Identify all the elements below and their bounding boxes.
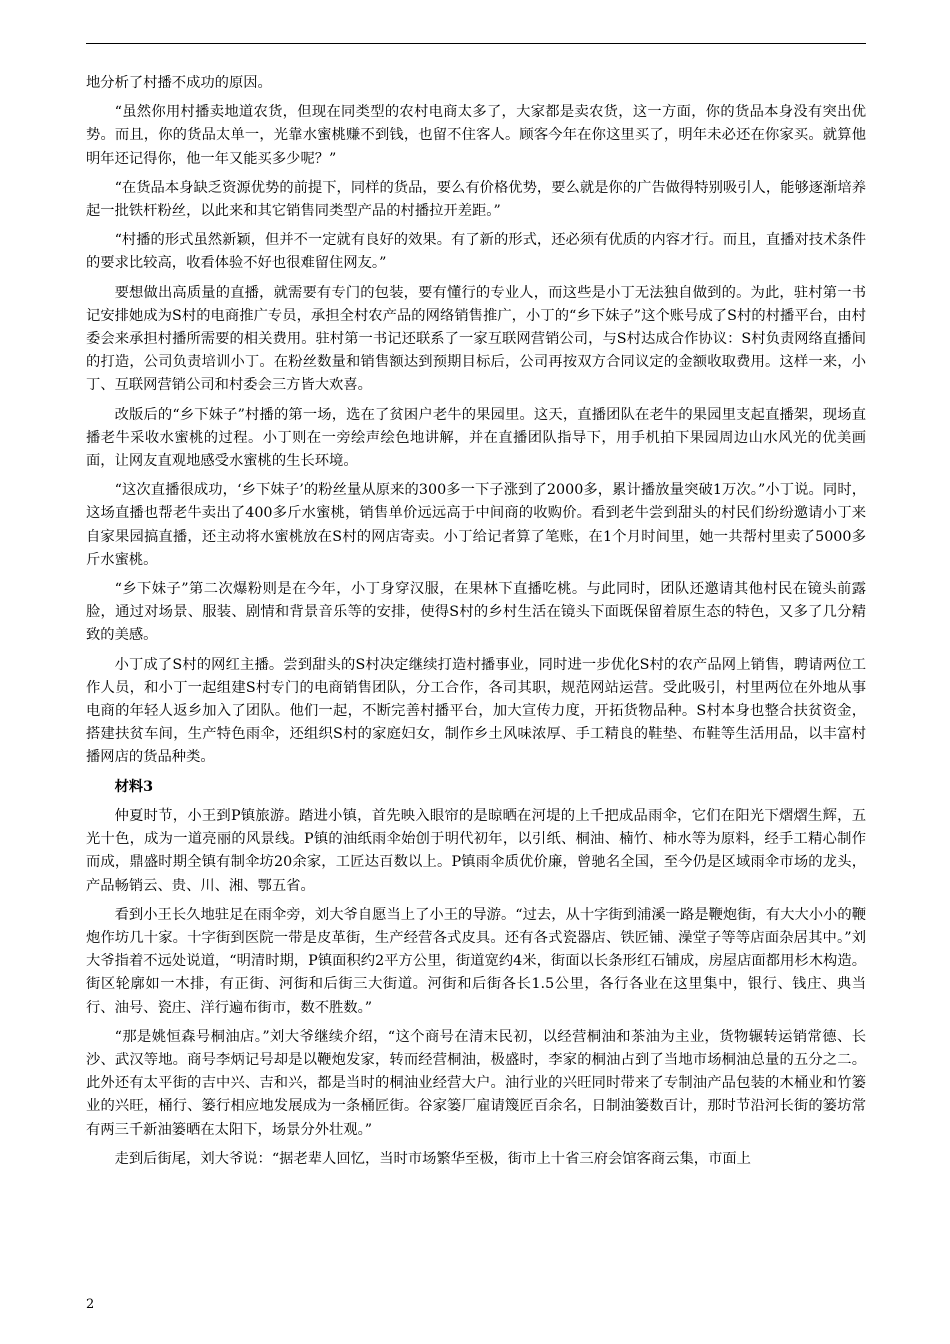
- document-body: [86, 72, 866, 1177]
- paragraph: “乡下妹子”第二次爆粉则是在今年，小丁身穿汉服，在果林下直播吃桃。与此同时，团队还邀请其他村民在镜头前露脸，通过对场景、服装、剧情和背景音乐等的安排，使得S村的乡村生活在镜头下面既保留着原生态的特色，又多了几分精致的美感。: [86, 581, 866, 644]
- section-heading: 材料3: [114, 778, 154, 795]
- paragraph: “在货品本身缺乏资源优势的前提下，同样的货品，要么有价格优势，要么就是你的广告做得特别吸引人，能够逐渐培养起一批铁杆粉丝，以此来和其它销售同类型产品的村播拉开差距。”: [86, 179, 866, 220]
- header-rule: [86, 43, 866, 44]
- paragraph: 地分析了村播不成功的原因。: [86, 75, 272, 91]
- paragraph: 要想做出高质量的直播，就需要有专门的包装，要有懂行的专业人，而这些是小丁无法独自做到的。为此，驻村第一书记安排她成为S村的电商推广专员，承担全村农产品的网络销售推广，小丁的“乡下妹子”这个账号成了S村的村播平台，由村委会来承担村播所需要的相关费用。驻村第一书记还联系了一家互联网营销公司，与S村达成合作协议：S村负责网络直播间的打造，公司负责培训小丁。在粉丝数量和销售额达到预期目标后，公司再按双方合同议定的金额收取费用。这样一来，小丁、互联网营销公司和村委会三方皆大欢喜。: [86, 284, 866, 394]
- paragraph: “村播的形式虽然新颖，但并不一定就有良好的效果。有了新的形式，还必须有优质的内容才行。而且，直播对技术条件的要求比较高，收看体验不好也很难留住网友。”: [86, 232, 866, 272]
- paragraph: “这次直播很成功，‘乡下妹子’的粉丝量从原来的300多一下子涨到了2000多，累计播放量突破1万次。”小丁说。同时，这场直播也帮老牛卖出了400多斤水蜜桃，销售单价远远高于中间商的收购价。看到老牛尝到甜头的村民们纷纷邀请小丁来自家果园搞直播，还主动将水蜜桃放在S村的网店寄卖。小丁给记者算了笔账，在1个月时间里，她一共帮村里卖了5000多斤水蜜桃。: [86, 482, 866, 568]
- paragraph: 看到小王长久地驻足在雨伞旁，刘大爷自愿当上了小王的导游。“过去，从十字街到浦溪一路是鞭炮街，有大大小小的鞭炮作坊几十家。十字街到医院一带是皮革街，生产经营各式皮具。还有各式瓷器店、铁匠铺、澡堂子等等店面杂居其中。”刘大爷指着不远处说道，“明清时期，P镇面积约2平方公里，街道宽约4米，街面以长条形红石铺成，房屋店面都用杉木构造。街区轮廓如一木排，有正街、河街和后街三大街道。河街和后街各长1.5公里，各行各业在这里集中，银行、钱庄、典当行、油号、瓷庄、洋行遍布街市，数不胜数。”: [86, 906, 866, 1016]
- paragraph: “那是姚恒森号桐油店。”刘大爷继续介绍，“这个商号在清末民初，以经营桐油和茶油为主业，货物辗转运销常德、长沙、武汉等地。商号李炳记号却是以鞭炮发家，转而经营桐油，极盛时，李家的桐油占到了当地市场桐油总量的五分之二。此外还有太平街的吉中兴、吉和兴，都是当时的桐油业经营大户。油行业的兴旺同时带来了专制油产品包装的木桶业和竹篓业的兴旺，桶行、篓行相应地发展成为一条桶匠街。谷家篓厂雇请篾匠百余名，日制油篓数百计，那时节沿河长街的篓坊常有两三千新油篓晒在太阳下，场景分外壮观。”: [86, 1028, 866, 1138]
- paragraph: 小丁成了S村的网红主播。尝到甜头的S村决定继续打造村播事业，同时进一步优化S村的农产品网上销售，聘请两位工作人员，和小丁一起组建S村专门的电商销售团队，分工合作，各司其职，规范网站运营。受此吸引，村里两位在外地从事电商的年轻人返乡加入了团队。他们一起，不断完善村播平台，加大宣传力度，开拓货物品种。S村本身也整合扶贫资金，搭建扶贫车间，生产特色雨伞，还组织S村的家庭妇女，制作乡土风味浓厚、手工精良的鞋垫、布鞋等生活用品，以丰富村播网店的货品种类。: [86, 656, 866, 766]
- page-number: 2: [86, 1297, 95, 1312]
- paragraph: 仲夏时节，小王到P镇旅游。踏进小镇，首先映入眼帘的是晾晒在河堤的上千把成品雨伞，它们在阳光下熠熠生辉，五光十色，成为一道亮丽的风景线。P镇的油纸雨伞始创于明代初年，以引纸、桐油、楠竹、柿水等为原料，经手工精心制作而成，鼎盛时期全镇有制伞坊20余家，工匠达百数以上。P镇雨伞质优价廉，曾驰名全国，至今仍是区域雨伞市场的龙头，产品畅销云、贵、川、湘、鄂五省。: [86, 807, 866, 894]
- paragraph: 走到后街尾，刘大爷说：“据老辈人回忆，当时市场繁华至极，街市上十省三府会馆客商云集，市面上: [114, 1150, 751, 1167]
- paragraph: “虽然你用村播卖地道农货，但现在同类型的农村电商太多了，大家都是卖农货，这一方面，你的货品本身没有突出优势。而且，你的货品太单一，光靠水蜜桃赚不到钱，也留不住客人。顾客今年在你这里买了，明年未必还在你家买。就算他明年还记得你，他一年又能买多少呢？”: [86, 104, 866, 167]
- paragraph: 改版后的“乡下妹子”村播的第一场，选在了贫困户老牛的果园里。这天，直播团队在老牛的果园里支起直播架，现场直播老牛采收水蜜桃的过程。小丁则在一旁绘声绘色地讲解，并在直播团队指导下，用手机拍下果园周边山水风光的优美画面，让网友直观地感受水蜜桃的生长环境。: [86, 406, 866, 470]
